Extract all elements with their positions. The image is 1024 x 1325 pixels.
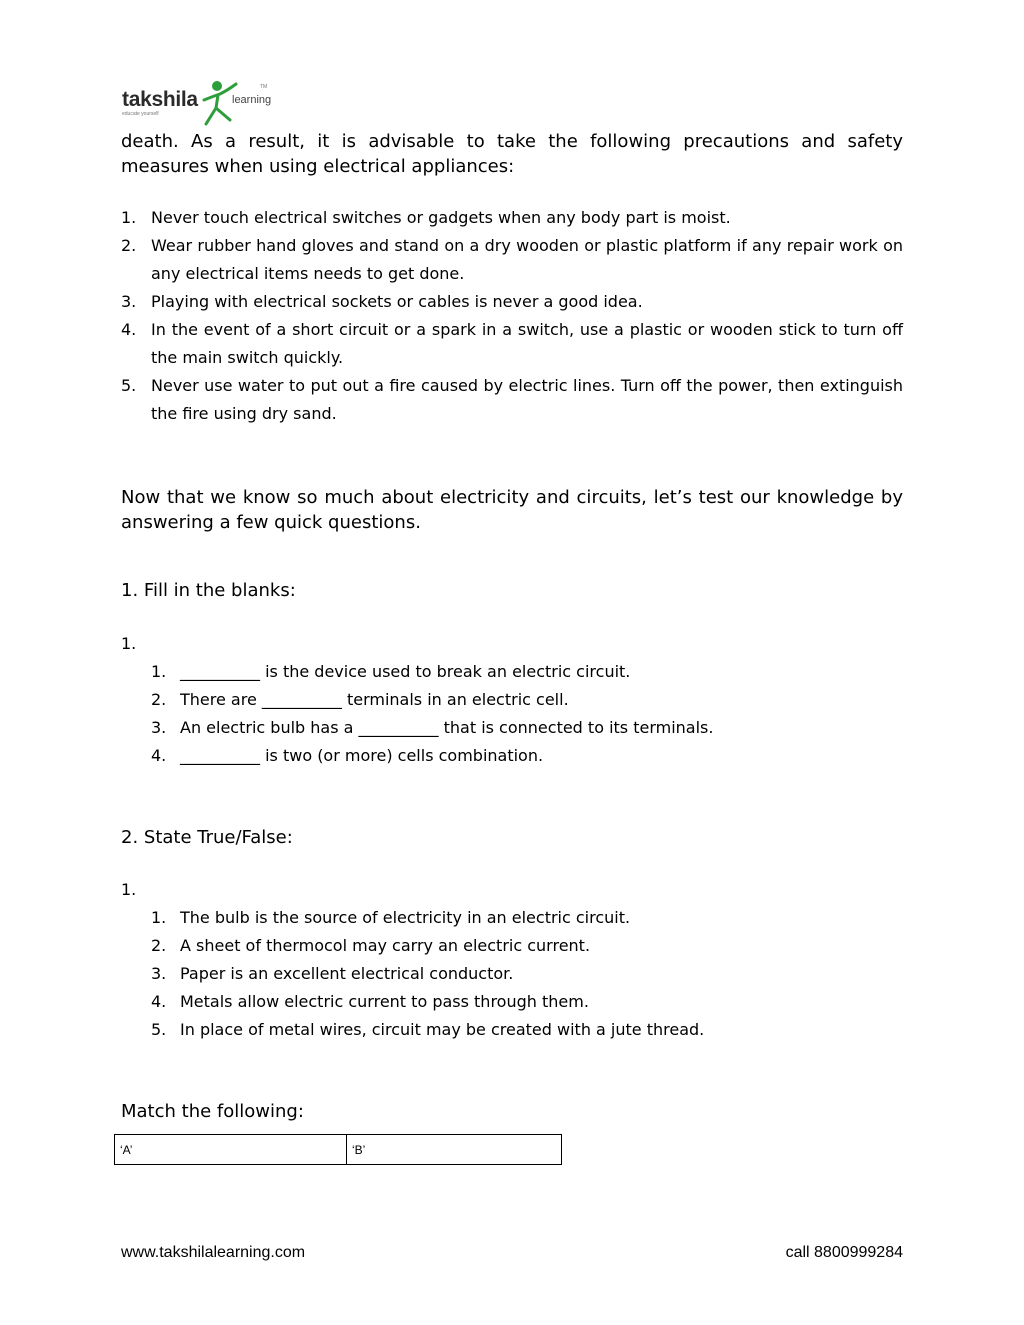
footer-phone: call 8800999284 — [785, 1244, 903, 1261]
table-row — [115, 1135, 562, 1165]
outer-list-number: 1. — [121, 880, 137, 899]
precautions-list — [121, 204, 903, 428]
list-item: 5. Never use water to put out a fire caused by electric lines. Turn off the power, then extinguish the fire using dry sand. — [121, 376, 903, 423]
list-item: 3. Paper is an excellent electrical conductor. — [151, 964, 514, 983]
list-item: 4. Metals allow electric current to pass through them. — [151, 992, 589, 1011]
column-b-header: ‘B’ — [347, 1135, 562, 1165]
list-item: 2. There are __________ terminals in an electric cell. — [151, 690, 569, 709]
list-item: 5. In place of metal wires, circuit may be created with a jute thread. — [151, 1020, 705, 1039]
outer-list-number: 1. — [121, 634, 137, 653]
match-table — [114, 1134, 562, 1165]
list-item: 3. Playing with electrical sockets or cables is never a good idea. — [121, 292, 643, 311]
footer-website: www.takshilalearning.com — [121, 1244, 306, 1261]
takshila-logo — [120, 78, 280, 128]
list-item: 1. Never touch electrical switches or gadgets when any body part is moist. — [121, 208, 731, 227]
intro-paragraph: death. As a result, it is advisable to take the following precautions and safety measures when using electrical appliances: — [121, 131, 903, 177]
column-a-header: ‘A’ — [115, 1135, 347, 1165]
list-item: 4. In the event of a short circuit or a spark in a switch, use a plastic or wooden stick to turn off the main switch quickly. — [121, 320, 903, 367]
true-false-heading: 2. State True/False: — [121, 827, 293, 848]
fill-blanks-heading: 1. Fill in the blanks: — [121, 580, 296, 601]
true-false-list — [151, 904, 903, 1044]
match-heading: Match the following: — [121, 1101, 304, 1122]
list-item: 4. __________ is two (or more) cells combination. — [151, 746, 544, 765]
list-item: 1. __________ is the device used to break an electric circuit. — [151, 662, 631, 681]
logo-tm: TM — [260, 84, 268, 90]
list-item: 2. A sheet of thermocol may carry an electric current. — [151, 936, 591, 955]
list-item: 1. The bulb is the source of electricity in an electric circuit. — [151, 908, 631, 927]
list-item: 2. Wear rubber hand gloves and stand on a dry wooden or plastic platform if any repair work on any electrical items needs to get done. — [121, 236, 903, 283]
fill-blanks-list — [151, 658, 903, 770]
list-item: 3. An electric bulb has a __________ that is connected to its terminals. — [151, 718, 714, 737]
logo-sub: learning — [232, 94, 272, 106]
logo-brand: takshila — [122, 88, 198, 111]
transition-paragraph: Now that we know so much about electricity and circuits, let’s test our knowledge by answering a few quick questions. — [121, 487, 903, 533]
logo-tagline: educate yourself — [122, 111, 159, 117]
